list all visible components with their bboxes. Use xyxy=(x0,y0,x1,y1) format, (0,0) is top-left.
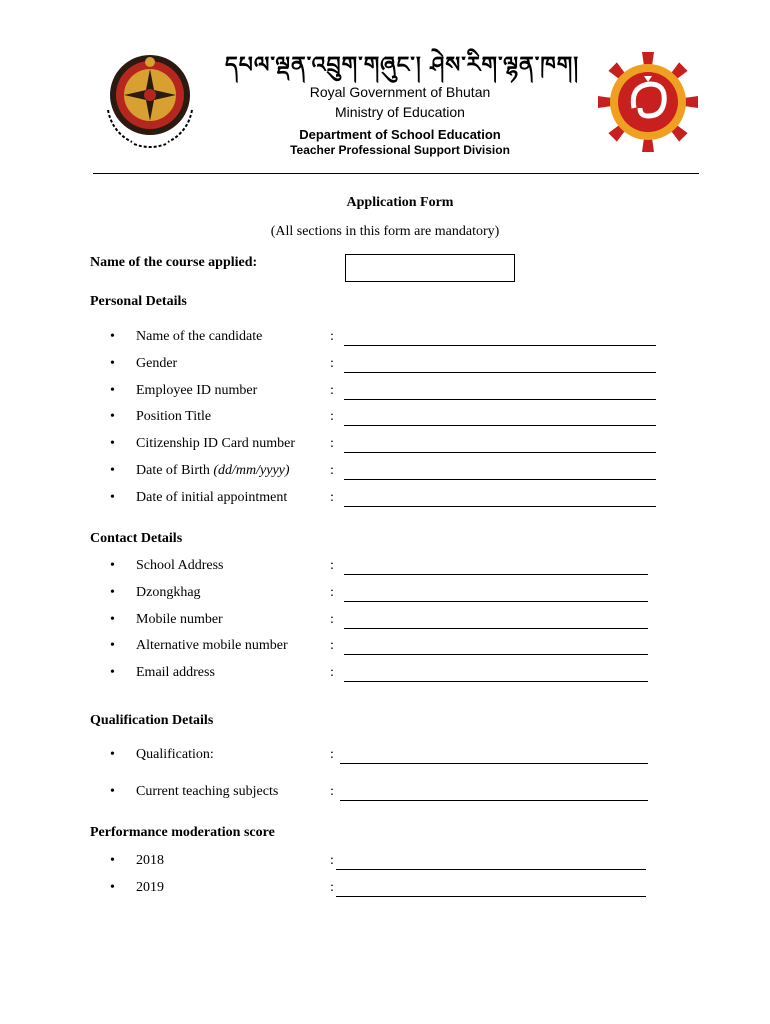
field-colon: : xyxy=(330,638,334,653)
field-colon: : xyxy=(330,436,334,451)
field-label: Mobile number xyxy=(136,612,223,627)
field-colon: : xyxy=(330,853,334,868)
bullet-icon: • xyxy=(110,463,115,478)
field-input-line[interactable] xyxy=(344,452,656,453)
field-input-line[interactable] xyxy=(344,681,648,682)
field-label: 2019 xyxy=(136,880,164,895)
field-input-line[interactable] xyxy=(344,372,656,373)
bullet-icon: • xyxy=(110,383,115,398)
government-name: Royal Government of Bhutan xyxy=(309,84,491,100)
field-input-line[interactable] xyxy=(344,399,656,400)
contact-field-row xyxy=(110,665,670,685)
bullet-icon: • xyxy=(110,409,115,424)
division-name: Teacher Professional Support Division xyxy=(290,143,510,157)
performance-field-row xyxy=(110,880,670,900)
personal-field-row xyxy=(110,436,670,456)
field-colon: : xyxy=(330,612,334,627)
bullet-icon: • xyxy=(110,853,115,868)
field-label: Employee ID number xyxy=(136,383,258,398)
field-colon: : xyxy=(330,490,334,505)
field-label: School Address xyxy=(136,558,224,573)
field-label: Citizenship ID Card number xyxy=(136,436,296,451)
contact-section-heading: Contact Details xyxy=(90,531,183,546)
personal-field-row xyxy=(110,383,670,403)
royal-emblem-logo xyxy=(92,40,212,155)
field-label: Name of the candidate xyxy=(136,329,263,344)
dzongkha-heading: དཔལ་ལྡན་འབྲུག་གཞུང་། ཤེས་རིག་ལྷན་ཁག། xyxy=(225,52,580,78)
personal-field-row xyxy=(110,329,670,349)
bullet-icon: • xyxy=(110,490,115,505)
bullet-icon: • xyxy=(110,558,115,573)
bullet-icon: • xyxy=(110,638,115,653)
qualification-section-heading: Qualification Details xyxy=(90,713,214,728)
field-input-line[interactable] xyxy=(340,800,648,801)
bullet-icon: • xyxy=(110,356,115,371)
contact-field-row xyxy=(110,585,670,605)
bullet-icon: • xyxy=(110,665,115,680)
field-label: Dzongkhag xyxy=(136,585,201,600)
field-label: 2018 xyxy=(136,853,164,868)
contact-field-row xyxy=(110,638,670,658)
contact-field-row xyxy=(110,558,670,578)
field-input-line[interactable] xyxy=(344,425,656,426)
personal-field-row xyxy=(110,356,670,376)
personal-section-heading: Personal Details xyxy=(90,294,187,309)
performance-section-heading: Performance moderation score xyxy=(90,825,275,840)
field-colon: : xyxy=(330,463,334,478)
bullet-icon: • xyxy=(110,612,115,627)
field-label: Email address xyxy=(136,665,215,680)
field-input-line[interactable] xyxy=(344,628,648,629)
field-input-line[interactable] xyxy=(344,654,648,655)
field-input-line[interactable] xyxy=(336,896,646,897)
department-name: Department of School Education xyxy=(299,127,501,142)
field-input-line[interactable] xyxy=(336,869,646,870)
field-label: Alternative mobile number xyxy=(136,638,288,653)
ministry-name: Ministry of Education xyxy=(335,104,465,120)
field-colon: : xyxy=(330,747,334,762)
field-input-line[interactable] xyxy=(344,479,656,480)
personal-field-row xyxy=(110,490,670,510)
ministry-education-logo xyxy=(596,50,700,154)
field-colon: : xyxy=(330,784,334,799)
qualification-field-row xyxy=(110,784,670,804)
field-colon: : xyxy=(330,585,334,600)
bullet-icon: • xyxy=(110,329,115,344)
bullet-icon: • xyxy=(110,585,115,600)
field-label: Date of Birth (dd/mm/yyyy) xyxy=(136,463,290,478)
field-colon: : xyxy=(330,558,334,573)
course-label: Name of the course applied: xyxy=(90,255,258,270)
field-colon: : xyxy=(330,409,334,424)
qualification-field-row xyxy=(110,747,670,767)
contact-field-row xyxy=(110,612,670,632)
field-colon: : xyxy=(330,329,334,344)
field-input-line[interactable] xyxy=(340,763,648,764)
personal-field-row xyxy=(110,409,670,429)
personal-field-row xyxy=(110,463,670,483)
form-title: Application Form xyxy=(346,195,454,210)
field-input-line[interactable] xyxy=(344,574,648,575)
field-colon: : xyxy=(330,665,334,680)
field-label: Position Title xyxy=(136,409,212,424)
bullet-icon: • xyxy=(110,880,115,895)
field-colon: : xyxy=(330,356,334,371)
bullet-icon: • xyxy=(110,784,115,799)
field-colon: : xyxy=(330,880,334,895)
field-input-line[interactable] xyxy=(344,601,648,602)
field-input-line[interactable] xyxy=(344,345,656,346)
bullet-icon: • xyxy=(110,747,115,762)
bullet-icon: • xyxy=(110,436,115,451)
mandatory-note: (All sections in this form are mandatory) xyxy=(270,224,500,239)
course-input-box[interactable] xyxy=(345,254,515,282)
field-label: Gender xyxy=(136,356,178,371)
performance-field-row xyxy=(110,853,670,873)
field-colon: : xyxy=(330,383,334,398)
field-label: Current teaching subjects xyxy=(136,784,279,799)
field-label: Date of initial appointment xyxy=(136,490,288,505)
field-input-line[interactable] xyxy=(344,506,656,507)
header-divider xyxy=(93,173,699,174)
field-label: Qualification: xyxy=(136,747,214,762)
